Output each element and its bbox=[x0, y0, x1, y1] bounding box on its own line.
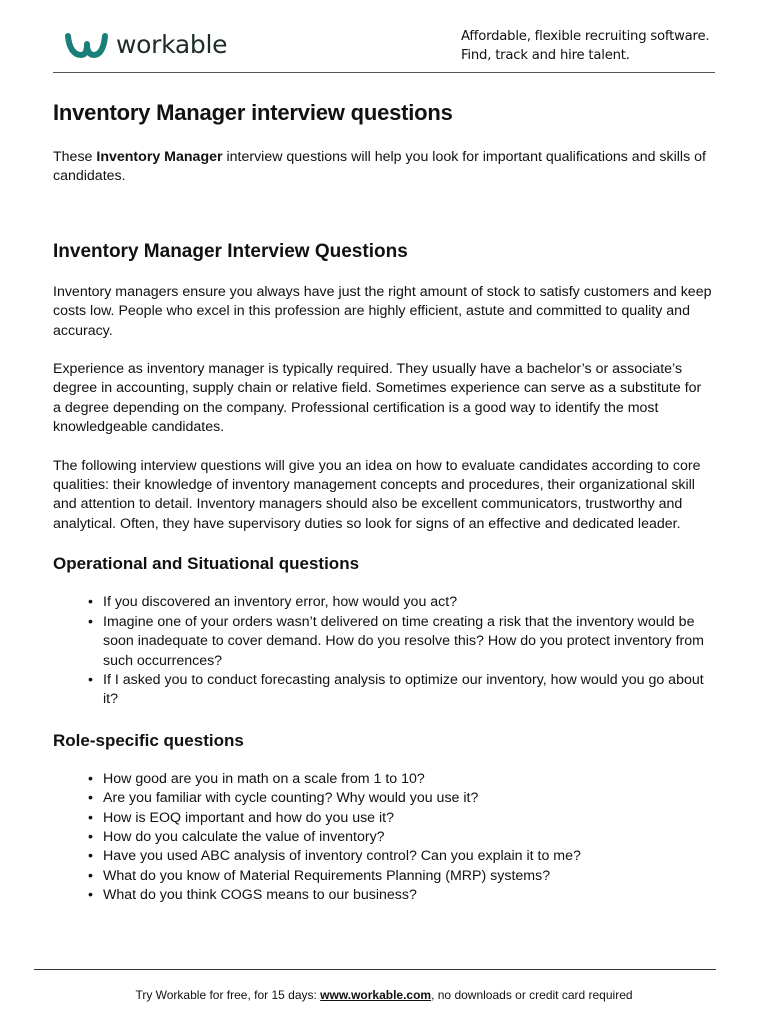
operational-questions-list bbox=[53, 593, 713, 709]
intro-suffix: interview questions will help you look for important qualifications and skills of candidates. bbox=[53, 149, 706, 185]
list-item: • How is EOQ important and how do you use it? bbox=[103, 809, 713, 828]
header-tagline bbox=[461, 27, 709, 65]
list-item: • If you discovered an inventory error, how would you act? bbox=[103, 593, 713, 612]
paragraph-overview: Inventory managers ensure you always have just the right amount of stock to satisfy customers and keep costs low. People who excel in this profession are highly efficient, astute and committed to quality and accuracy. bbox=[53, 283, 712, 339]
list-item: • What do you think COGS means to our business? bbox=[103, 886, 713, 905]
page-title: Inventory Manager interview questions bbox=[53, 100, 453, 125]
intro-prefix: These bbox=[53, 149, 97, 165]
footer-divider bbox=[34, 969, 716, 970]
paragraph-qualities: The following interview questions will give you an idea on how to evaluate candidates according to core qualities: their knowledge of inventory management concepts and procedures, their organizational skill and attention to detail. Inventory managers should also be excellent communicators, trustworthy and analytical. Often, they have supervisory duties so look for signs of an effective and dedicated leader. bbox=[53, 457, 701, 532]
footer-prefix: Try Workable for free, for 15 days: bbox=[135, 988, 321, 1002]
tagline-line-1: Affordable, flexible recruiting software. bbox=[461, 29, 710, 44]
page-footer bbox=[0, 987, 768, 1003]
list-item: • Are you familiar with cycle counting? Why would you use it? bbox=[103, 789, 713, 808]
footer-suffix: , no downloads or credit card required bbox=[431, 988, 633, 1002]
section-title: Inventory Manager Interview Questions bbox=[53, 240, 408, 262]
list-item: • Imagine one of your orders wasn’t delivered on time creating a risk that the inventory would be soon inadequate to cover demand. How do you resolve this? How do you protect inventory from such occurrences? bbox=[103, 613, 713, 671]
header-divider bbox=[53, 72, 715, 73]
workable-website-link[interactable]: www.workable.com bbox=[320, 988, 432, 1002]
list-item: • Have you used ABC analysis of inventory control? Can you explain it to me? bbox=[103, 847, 713, 866]
list-item: • If I asked you to conduct forecasting analysis to optimize our inventory, how would you go about it? bbox=[103, 671, 713, 710]
paragraph-experience: Experience as inventory manager is typically required. They usually have a bachelor’s or associate’s degree in accounting, supply chain or relative field. Sometimes experience can serve as a substitute for a degree depending on the company. Professional certification is a good way to identify the most knowledgeable candidates. bbox=[53, 361, 702, 436]
brand-name: workable bbox=[116, 30, 228, 59]
workable-logo-icon bbox=[64, 30, 110, 60]
list-item: • How good are you in math on a scale from 1 to 10? bbox=[103, 770, 713, 789]
list-item: • What do you know of Material Requirements Planning (MRP) systems? bbox=[103, 867, 713, 886]
intro-paragraph bbox=[53, 148, 713, 187]
role-specific-questions-list bbox=[53, 770, 713, 906]
tagline-line-2: Find, track and hire talent. bbox=[461, 48, 630, 63]
list-item: • How do you calculate the value of inventory? bbox=[103, 828, 713, 847]
document-body bbox=[53, 98, 713, 926]
intro-bold-role: Inventory Manager bbox=[96, 149, 223, 165]
workable-logo[interactable] bbox=[64, 30, 227, 60]
operational-questions-heading: Operational and Situational questions bbox=[53, 554, 360, 574]
role-specific-questions-heading: Role-specific questions bbox=[53, 730, 244, 750]
page-header bbox=[0, 0, 768, 74]
